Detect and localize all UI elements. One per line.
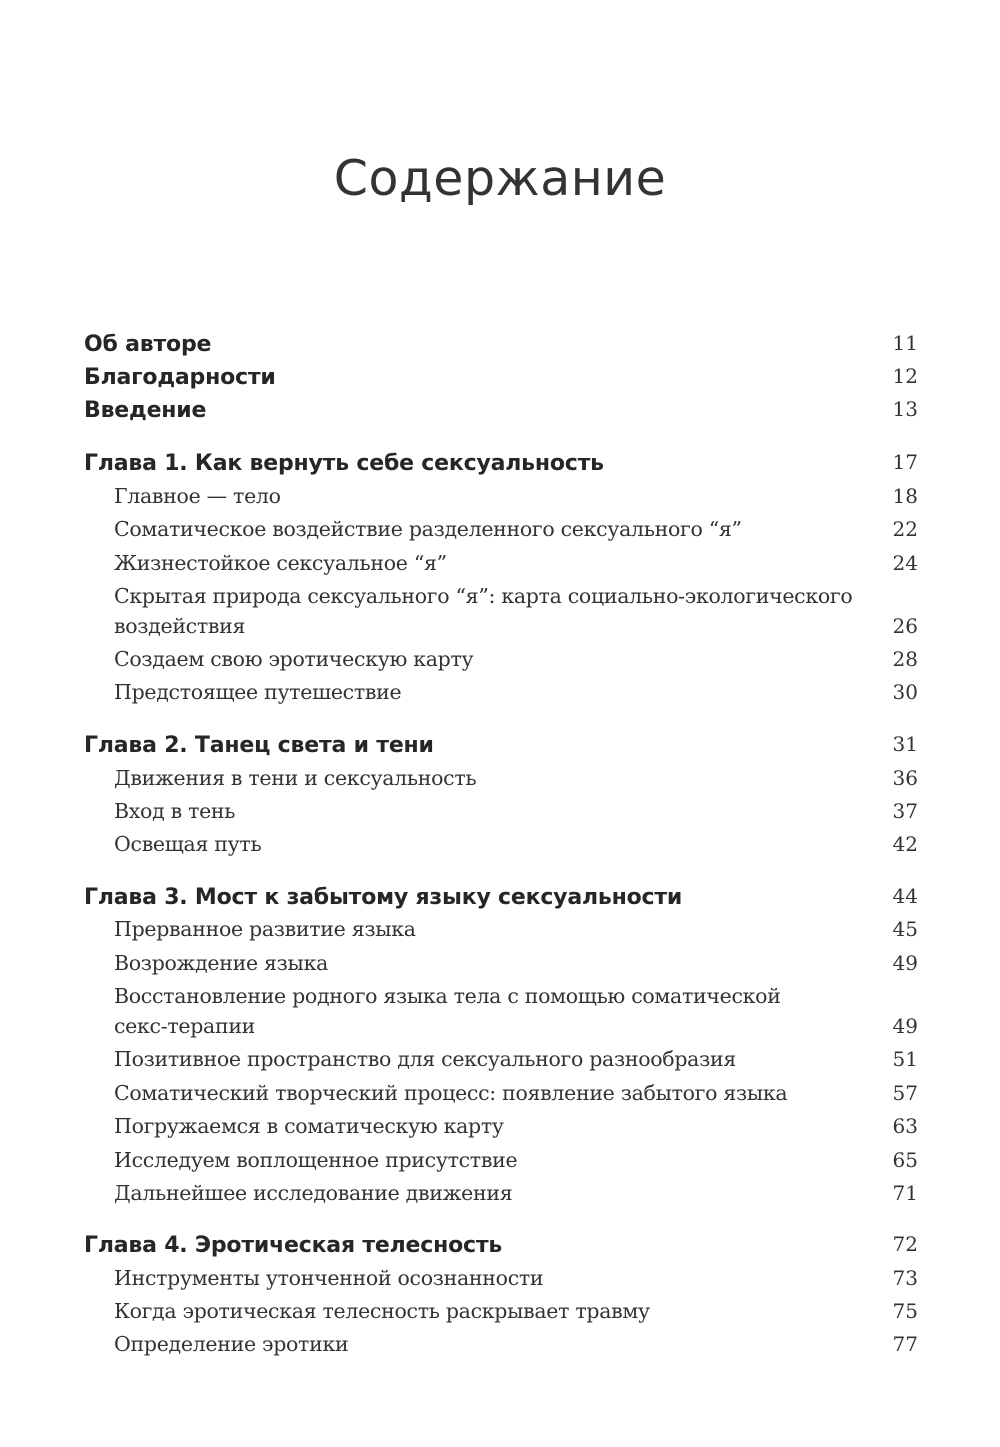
toc-section-title-cont: секс-терапии <box>114 1014 256 1038</box>
toc-section-title: Восстановление родного языка тела с помощью соматической <box>114 984 781 1008</box>
toc-section-title: Исследуем воплощенное присутствие <box>114 1148 518 1172</box>
toc-entry-page: 37 <box>892 799 918 823</box>
toc-section-title: Когда эротическая телесность раскрывает травму <box>114 1299 650 1323</box>
toc-section-title: Движения в тени и сексуальность <box>114 766 477 790</box>
toc-entry-page: 71 <box>892 1181 918 1205</box>
toc-section-title: Инструменты утонченной осознанности <box>114 1266 544 1290</box>
toc-entry-page: 13 <box>892 397 918 421</box>
toc-entry-page: 28 <box>892 647 918 671</box>
toc-entry-page: 26 <box>892 614 918 638</box>
toc-section-title: Дальнейшее исследование движения <box>114 1181 513 1205</box>
toc-entry-page: 31 <box>892 732 918 756</box>
toc-chapter-title: Глава 2. Танец света и тени <box>84 733 434 758</box>
toc-entry-page: 72 <box>892 1232 918 1256</box>
toc-entry-page: 49 <box>892 1014 918 1038</box>
toc-section-title: Создаем свою эротическую карту <box>114 647 474 671</box>
toc-section-title: Позитивное пространство для сексуального разнообразия <box>114 1047 736 1071</box>
toc-section-title: Жизнестойкое сексуальное “я” <box>114 551 447 575</box>
toc-section-title: Скрытая природа сексуального “я”: карта социально-экологического <box>114 584 853 608</box>
toc-entry-page: 24 <box>892 551 918 575</box>
toc-section-title: Соматический творческий процесс: появление забытого языка <box>114 1081 788 1105</box>
toc-entry-page: 77 <box>892 1332 918 1356</box>
toc-section-title: Освещая путь <box>114 832 262 856</box>
page-title: Содержание <box>333 150 667 207</box>
toc-entry-page: 22 <box>892 517 918 541</box>
toc-entry-page: 51 <box>892 1047 918 1071</box>
toc-section-title: Главное — тело <box>114 484 281 508</box>
toc-section-title: Соматическое воздействие разделенного сексуального “я” <box>114 517 742 541</box>
toc-section-title: Определение эротики <box>114 1332 349 1356</box>
toc-section-title: Предстоящее путешествие <box>114 680 402 704</box>
toc-entry-title: Благодарности <box>84 365 276 390</box>
toc-section-title: Вход в тень <box>114 799 236 823</box>
toc-section-title: Прерванное развитие языка <box>114 917 416 941</box>
toc-entry-page: 73 <box>892 1266 918 1290</box>
toc-section-title-cont: воздействия <box>114 614 246 638</box>
toc-chapter-title: Глава 1. Как вернуть себе сексуальность <box>84 451 604 476</box>
toc-entry-page: 36 <box>892 766 918 790</box>
toc-entry-page: 18 <box>892 484 918 508</box>
toc-entry-page: 57 <box>892 1081 918 1105</box>
toc-section-title: Погружаемся в соматическую карту <box>114 1114 504 1138</box>
toc-entry-page: 49 <box>892 951 918 975</box>
toc-entry-page: 12 <box>892 364 918 388</box>
toc-entry-page: 17 <box>892 450 918 474</box>
toc-entry-title: Введение <box>84 398 207 423</box>
toc-entry-page: 44 <box>892 884 918 908</box>
toc-chapter-title: Глава 4. Эротическая телесность <box>84 1233 503 1258</box>
toc-entry-page: 42 <box>892 832 918 856</box>
toc-entry-page: 11 <box>892 331 918 355</box>
toc-entry-page: 30 <box>892 680 918 704</box>
toc-section-title: Возрождение языка <box>114 951 329 975</box>
toc-entry-page: 63 <box>892 1114 918 1138</box>
toc-entry-page: 45 <box>892 917 918 941</box>
toc-chapter-title: Глава 3. Мост к забытому языку сексуальности <box>84 885 683 910</box>
toc-entry-page: 65 <box>892 1148 918 1172</box>
toc-entry-page: 75 <box>892 1299 918 1323</box>
toc-entry-title: Об авторе <box>84 332 212 357</box>
